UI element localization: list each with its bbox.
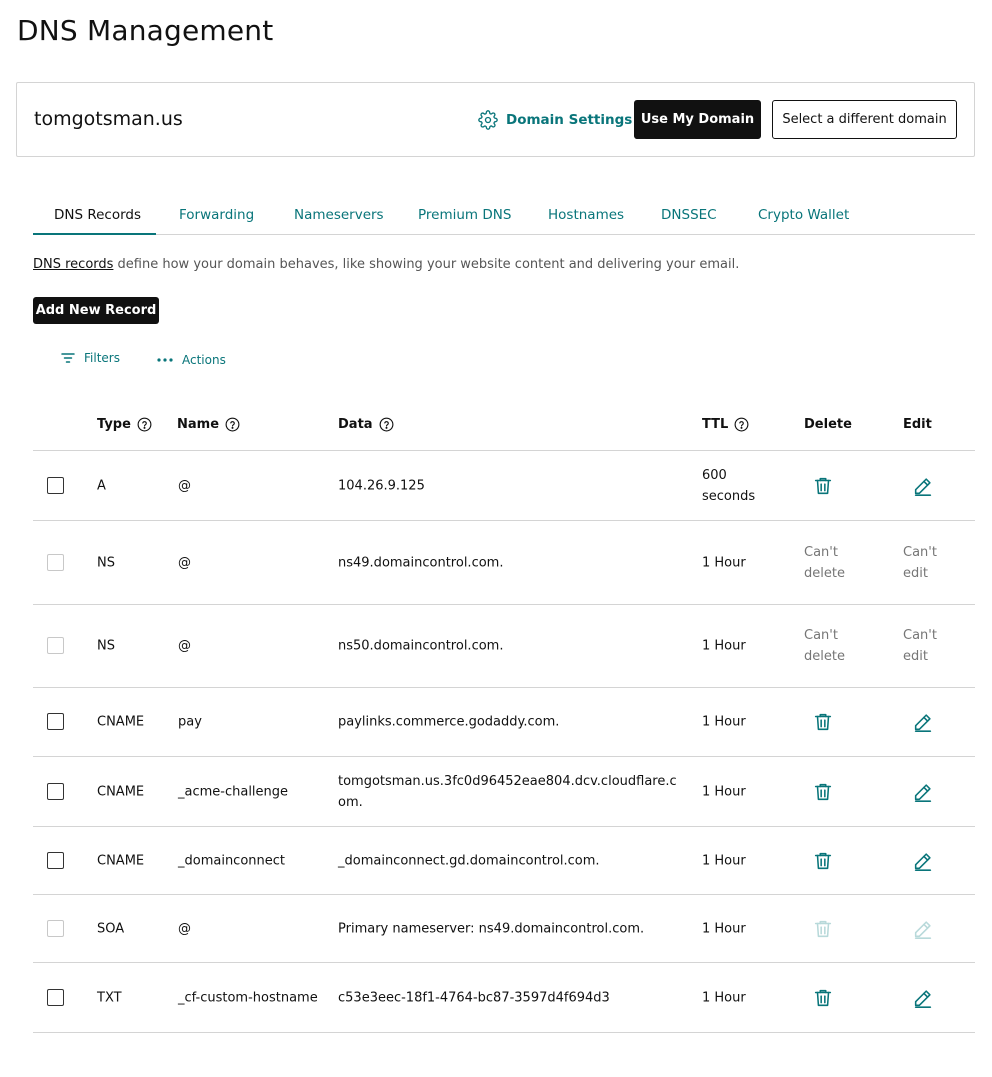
row-checkbox[interactable] bbox=[47, 477, 64, 494]
table-row bbox=[33, 521, 975, 605]
domain-settings-label: Domain Settings bbox=[506, 112, 633, 128]
record-name: _acme-challenge bbox=[178, 784, 289, 799]
pencil-icon bbox=[912, 918, 934, 940]
domain-name: tomgotsman.us bbox=[34, 108, 183, 130]
table-row bbox=[33, 688, 975, 757]
header-ttl-label: TTL bbox=[702, 417, 729, 432]
table-row bbox=[33, 605, 975, 688]
record-data: ns49.domaincontrol.com. bbox=[338, 555, 504, 570]
record-name: _cf-custom-hostname bbox=[178, 990, 318, 1005]
record-data: tomgotsman.us.3fc0d96452eae804.dcv.cloudflare.com. bbox=[338, 773, 677, 810]
help-circle-icon[interactable] bbox=[379, 417, 394, 432]
record-ttl: 1 Hour bbox=[702, 921, 746, 936]
record-type: NS bbox=[97, 638, 115, 654]
row-checkbox bbox=[47, 554, 64, 571]
table-header bbox=[33, 400, 975, 451]
header-name bbox=[177, 417, 240, 432]
record-ttl: 1 Hour bbox=[702, 853, 746, 868]
intro-description: define how your domain behaves, like showing your website content and delivering your email. bbox=[113, 257, 740, 272]
tab-nameservers[interactable]: Nameservers bbox=[294, 207, 384, 223]
record-ttl: 1 Hour bbox=[702, 784, 746, 799]
tab-bar bbox=[33, 198, 975, 235]
table-row bbox=[33, 827, 975, 895]
record-type: A bbox=[97, 478, 106, 493]
domain-card bbox=[16, 82, 975, 157]
record-data: _domainconnect.gd.domaincontrol.com. bbox=[338, 853, 600, 868]
trash-icon bbox=[812, 918, 834, 940]
record-ttl: 1 Hour bbox=[702, 555, 746, 570]
row-checkbox bbox=[47, 920, 64, 937]
table-row bbox=[33, 757, 975, 827]
row-checkbox bbox=[47, 637, 64, 654]
record-ttl: 1 Hour bbox=[702, 990, 746, 1005]
record-ttl: 600 seconds bbox=[702, 467, 756, 504]
pencil-icon[interactable] bbox=[912, 850, 934, 872]
header-name-label: Name bbox=[177, 417, 220, 432]
record-name: pay bbox=[178, 714, 202, 730]
trash-icon[interactable] bbox=[812, 987, 834, 1009]
table-row bbox=[33, 963, 975, 1033]
pencil-icon[interactable] bbox=[912, 711, 934, 733]
help-circle-icon[interactable] bbox=[225, 417, 240, 432]
filters-button[interactable] bbox=[60, 350, 120, 366]
intro-text bbox=[33, 257, 739, 272]
header-data bbox=[338, 417, 394, 432]
record-type: CNAME bbox=[97, 784, 145, 799]
more-horizontal-icon bbox=[156, 352, 174, 368]
header-ttl bbox=[702, 417, 749, 432]
select-domain-button[interactable]: Select a different domain bbox=[772, 100, 957, 139]
record-data: 104.26.9.125 bbox=[338, 478, 425, 493]
record-type: SOA bbox=[97, 921, 125, 936]
record-name: @ bbox=[178, 921, 191, 936]
help-circle-icon[interactable] bbox=[734, 417, 749, 432]
record-data: Primary nameserver: ns49.domaincontrol.com. bbox=[338, 921, 645, 936]
record-type: CNAME bbox=[97, 714, 145, 730]
record-name: @ bbox=[178, 555, 191, 570]
dns-records-link[interactable]: DNS records bbox=[33, 257, 114, 272]
filter-icon bbox=[60, 350, 76, 366]
record-name: @ bbox=[178, 478, 191, 493]
trash-icon[interactable] bbox=[812, 711, 834, 733]
record-type: NS bbox=[97, 555, 115, 570]
trash-icon[interactable] bbox=[812, 850, 834, 872]
tab-crypto-wallet[interactable]: Crypto Wallet bbox=[758, 207, 850, 223]
tab-premium-dns[interactable]: Premium DNS bbox=[418, 207, 512, 223]
row-checkbox[interactable] bbox=[47, 713, 64, 730]
record-data: c53e3eec-18f1-4764-bc87-3597d4f694d3 bbox=[338, 990, 610, 1005]
filters-label: Filters bbox=[84, 351, 120, 365]
actions-button[interactable] bbox=[156, 352, 226, 368]
pencil-icon[interactable] bbox=[912, 475, 934, 497]
record-data: ns50.domaincontrol.com. bbox=[338, 638, 504, 654]
record-ttl: 1 Hour bbox=[702, 638, 746, 654]
gear-icon bbox=[478, 110, 498, 130]
cant-edit-text: Can't edit bbox=[903, 544, 937, 581]
actions-label: Actions bbox=[182, 353, 226, 367]
table-row bbox=[33, 451, 975, 521]
header-data-label: Data bbox=[338, 417, 373, 432]
table-row bbox=[33, 895, 975, 963]
record-type: TXT bbox=[97, 990, 122, 1005]
tab-dnssec[interactable]: DNSSEC bbox=[661, 207, 717, 223]
dns-records-table bbox=[33, 400, 975, 1033]
record-type: CNAME bbox=[97, 853, 145, 868]
table-body bbox=[33, 451, 975, 1033]
trash-icon[interactable] bbox=[812, 475, 834, 497]
trash-icon[interactable] bbox=[812, 781, 834, 803]
header-delete: Delete bbox=[804, 417, 852, 432]
page-title: DNS Management bbox=[17, 14, 274, 47]
cant-delete-text: Can't delete bbox=[804, 628, 845, 664]
tab-forwarding[interactable]: Forwarding bbox=[179, 207, 255, 223]
help-circle-icon[interactable] bbox=[137, 417, 152, 432]
header-type-label: Type bbox=[97, 417, 131, 432]
header-type bbox=[97, 417, 152, 432]
row-checkbox[interactable] bbox=[47, 989, 64, 1006]
record-ttl: 1 Hour bbox=[702, 714, 746, 730]
tab-hostnames[interactable]: Hostnames bbox=[548, 207, 625, 223]
record-data: paylinks.commerce.godaddy.com. bbox=[338, 714, 560, 730]
use-my-domain-button[interactable]: Use My Domain bbox=[634, 100, 761, 139]
tab-dns-records[interactable]: DNS Records bbox=[33, 198, 156, 235]
domain-settings-link[interactable] bbox=[478, 109, 632, 131]
add-new-record-button[interactable]: Add New Record bbox=[33, 297, 159, 324]
cant-edit-text: Can't edit bbox=[903, 628, 937, 664]
pencil-icon[interactable] bbox=[912, 781, 934, 803]
row-checkbox[interactable] bbox=[47, 783, 64, 800]
record-name: @ bbox=[178, 638, 191, 654]
header-edit: Edit bbox=[903, 417, 932, 432]
record-name: _domainconnect bbox=[178, 853, 286, 868]
row-checkbox[interactable] bbox=[47, 852, 64, 869]
pencil-icon[interactable] bbox=[912, 987, 934, 1009]
cant-delete-text: Can't delete bbox=[804, 544, 845, 581]
